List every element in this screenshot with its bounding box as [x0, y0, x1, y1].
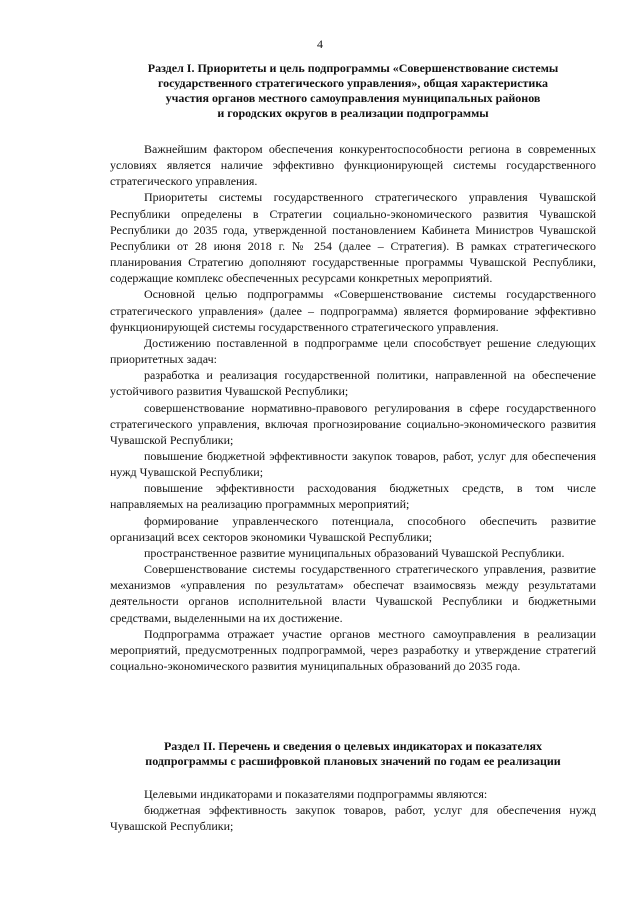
- indicator-list-item: бюджетная эффективность закупок товаров, работ, услуг для обеспечения нужд Чувашской Республики;: [110, 803, 596, 834]
- task-list-item: повышение эффективности расходования бюджетных средств, в том числе направляемых на реализацию программных мероприятий;: [110, 481, 596, 512]
- body-paragraph: Целевыми индикаторами и показателями подпрограммы являются:: [144, 787, 488, 801]
- section-1-heading-line: государственного стратегического управления», общая характеристика: [157, 76, 549, 90]
- task-list-item: разработка и реализация государственной политики, направленной на обеспечение устойчивого развития Чувашской Республики;: [110, 368, 596, 399]
- body-paragraph: Важнейшим фактором обеспечения конкурентоспособности региона в современных условиях является наличие эффективно функционирующей системы государственного стратегического управления.: [110, 142, 596, 189]
- section-1-body: [110, 141, 596, 674]
- page-number: 4: [317, 37, 323, 51]
- body-paragraph: Достижению поставленной в подпрограмме цели способствует решение следующих приоритетных задач:: [110, 335, 596, 367]
- section-1-heading: [100, 61, 606, 121]
- body-paragraph: Приоритеты системы государственного стратегического управления Чувашской Республики определены в Стратегии социально-экономического развития Чувашской Республики до 2035 года, утвержденной постановлением Кабинета Министров Чувашской Республики от 28 июня 2018 г. № 254 (далее – Стратегия). В рамках стратегического планирования Стратегию дополняют государственные программы Чувашской Республики, содержащие комплекс обеспеченных ресурсами конкретных мероприятий.: [110, 190, 596, 286]
- body-paragraph: Совершенствование системы государственного стратегического управления, развитие механизмов «управления по результатам» обеспечат взаимосвязь между результатами деятельности органов исполнительной власти Чувашской Республики и бюджетными средствами, выделенными на их достижение.: [110, 562, 596, 625]
- section-2-heading-line: подпрограммы с расшифровкой плановых значений по годам ее реализации: [145, 754, 561, 768]
- section-1-heading-line: Раздел I. Приоритеты и цель подпрограммы «Совершенствование системы: [147, 61, 559, 75]
- section-2-heading-line: Раздел II. Перечень и сведения о целевых индикаторах и показателях: [163, 739, 543, 753]
- task-list-item: формирование управленческого потенциала, способного обеспечить развитие организаций всех секторов экономики Чувашской Республики;: [110, 513, 596, 544]
- section-2-body: [110, 786, 596, 834]
- body-paragraph: Основной целью подпрограммы «Совершенствование системы государственного стратегического управления» (далее – подпрограмма) является формирование эффективно функционирующей системы государственного стратегического управления.: [110, 287, 596, 334]
- section-1-heading-line: и городских округов в реализации подпрограммы: [217, 106, 489, 120]
- body-paragraph: Подпрограмма отражает участие органов местного самоуправления в реализации мероприятий, предусмотренных подпрограммой, через разработку и утверждение стратегий социально-экономического развития муниципальных образований до 2035 года.: [110, 626, 596, 673]
- section-1-heading-line: участия органов местного самоуправления муниципальных районов: [165, 91, 541, 105]
- task-list-item: пространственное развитие муниципальных образований Чувашской Республики.: [144, 545, 565, 560]
- task-list-item: повышение бюджетной эффективности закупок товаров, работ, услуг для обеспечения нужд Чувашской Республики;: [110, 448, 596, 480]
- section-2-heading: [100, 739, 606, 769]
- task-list-item: совершенствование нормативно-правового регулирования в сфере государственного стратегического управления, включая прогнозирование социально-экономического развития Чувашской Республики;: [110, 400, 596, 447]
